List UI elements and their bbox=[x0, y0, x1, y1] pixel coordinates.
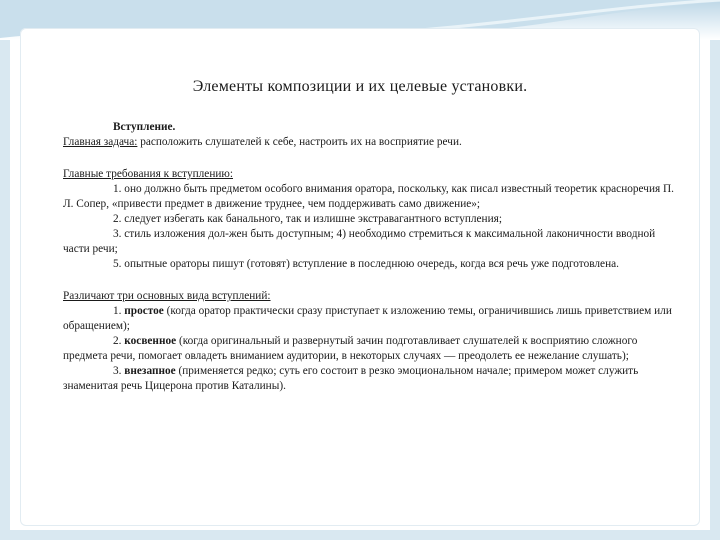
type-item-simple: 1. простое (когда оратор практически сразу приступает к изложению темы, ограничившись лишь приветствием или обращением); bbox=[63, 305, 672, 332]
requirements-heading: Главные требования к вступлению: bbox=[63, 168, 233, 180]
main-task-label: Главная задача: bbox=[63, 136, 138, 148]
intro-main-task bbox=[63, 135, 675, 150]
type-item-indirect: 2. косвенное (когда оригинальный и развернутый зачин подготавливает слушателей к восприятию сложного предмета речи, помогает овладеть вниманием аудитории, в некоторых случаях — преодолеть ее нежелание слушать); bbox=[63, 335, 638, 362]
types-heading: Различают три основных вида вступлений: bbox=[63, 290, 271, 302]
slide-title: Элементы композиции и их целевые установки. bbox=[192, 78, 528, 95]
type-item-sudden: 3. внезапное (применяется редко; суть его состоит в резко эмоциональном начале; примером может служить знаменитая речь Цицерона против Каталины). bbox=[63, 365, 639, 392]
slide-body bbox=[63, 120, 675, 394]
intro-heading: Вступление. bbox=[113, 121, 176, 133]
requirement-item: 2. следует избегать как банального, так и излишне экстравагантного вступления; bbox=[113, 213, 502, 225]
requirement-item: 3. стиль изложения дол-жен быть доступным; 4) необходимо стремиться к максимальной лаконичности вводной части речи; bbox=[63, 228, 656, 255]
requirement-item: 1. оно должно быть предметом особого внимания оратора, поскольку, как писал известный теоретик красноречия П. Л. Сопер, «привести предмет в движение труднее, чем поддерживать само движение»; bbox=[63, 183, 674, 210]
requirement-item: 5. опытные ораторы пишут (готовят) вступление в последнюю очередь, когда вся речь уже подготовлена. bbox=[113, 258, 619, 270]
main-task-text: расположить слушателей к себе, настроить их на восприятие речи. bbox=[137, 136, 462, 148]
